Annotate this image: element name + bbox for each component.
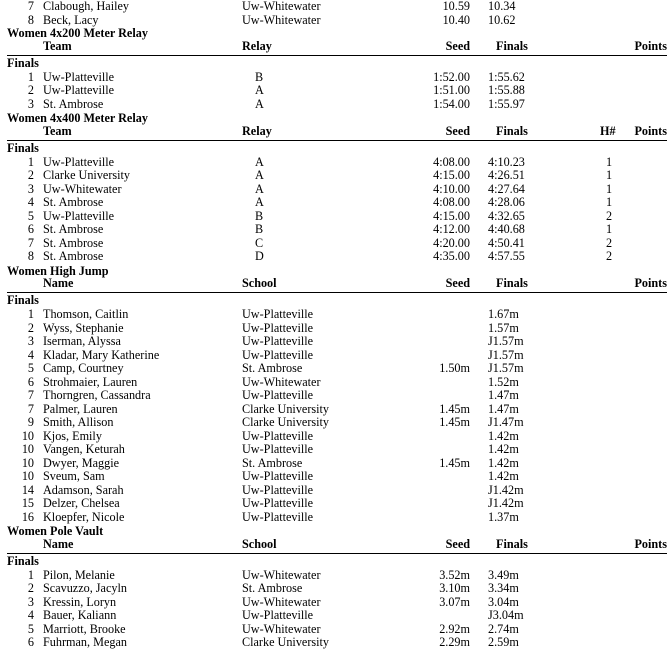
result-row xyxy=(0,388,671,402)
header-finals: Finals xyxy=(496,276,528,290)
school-name: Clarke University xyxy=(242,401,329,416)
place: 8 xyxy=(27,249,34,263)
school-name: Uw-Whitewater xyxy=(242,0,321,13)
athlete-name: Pilon, Melanie xyxy=(43,567,115,582)
seed-mark: 3.07m xyxy=(439,594,470,609)
seed-mark: 1:54.00 xyxy=(433,96,470,111)
header-team: Team xyxy=(43,38,72,53)
place: 6 xyxy=(27,222,34,236)
result-row xyxy=(0,402,671,416)
final-mark: 4:10.23 xyxy=(488,154,525,169)
place: 10 xyxy=(21,428,34,443)
header-name: Name xyxy=(43,276,74,290)
result-row xyxy=(0,608,671,622)
place: 7 xyxy=(27,401,34,416)
team-name: Uw-Platteville xyxy=(43,208,115,223)
header-points: Points xyxy=(634,123,667,138)
place: 3 xyxy=(27,594,34,609)
result-row xyxy=(0,182,671,196)
result-row xyxy=(0,168,671,182)
final-mark: 1.42m xyxy=(488,428,519,443)
header-seed: Seed xyxy=(445,536,470,551)
final-mark: 4:50.41 xyxy=(488,235,525,250)
final-mark: 4:27.64 xyxy=(488,181,525,196)
heat-number: 2 xyxy=(606,208,613,223)
school-name: Uw-Platteville xyxy=(242,482,314,497)
place: 6 xyxy=(27,635,34,649)
athlete-name: Iserman, Alyssa xyxy=(43,334,121,348)
final-mark: 4:40.68 xyxy=(488,222,525,236)
place: 10 xyxy=(21,442,34,456)
event-title-text: Women Pole Vault xyxy=(7,524,104,538)
place: 2 xyxy=(27,168,34,182)
school-name: Uw-Platteville xyxy=(242,469,314,483)
result-row xyxy=(0,581,671,595)
seed-mark: 3.10m xyxy=(439,581,470,595)
school-name: St. Ambrose xyxy=(242,455,303,470)
seed-mark: 4:35.00 xyxy=(433,249,470,263)
result-row xyxy=(0,83,671,97)
section-label-text: Finals xyxy=(7,293,39,307)
final-mark: 1.37m xyxy=(488,509,519,524)
team-name: St. Ambrose xyxy=(43,222,104,236)
header-finals: Finals xyxy=(496,38,528,53)
result-row xyxy=(0,236,671,250)
place: 2 xyxy=(27,320,34,335)
team-name: Uw-Whitewater xyxy=(43,181,122,196)
result-row xyxy=(0,568,671,582)
school-name: Uw-Platteville xyxy=(242,307,314,321)
relay-letter: A xyxy=(255,83,264,97)
result-row xyxy=(0,456,671,470)
final-mark: 4:32.65 xyxy=(488,208,525,223)
athlete-name: Scavuzzo, Jacyln xyxy=(43,581,127,595)
seed-mark: 1.45m xyxy=(439,455,470,470)
school-name: Uw-Platteville xyxy=(242,496,314,510)
seed-mark: 1.45m xyxy=(439,401,470,416)
result-row xyxy=(0,209,671,223)
place: 14 xyxy=(21,482,34,497)
result-row xyxy=(0,13,671,27)
seed-mark: 2.92m xyxy=(439,621,470,636)
athlete-name: Palmer, Lauren xyxy=(43,401,118,416)
school-name: Uw-Platteville xyxy=(242,608,314,622)
place: 1 xyxy=(27,567,34,582)
relay-letter: B xyxy=(255,222,264,236)
place: 16 xyxy=(21,509,34,524)
place: 5 xyxy=(27,621,34,636)
final-mark: 4:57.55 xyxy=(488,249,525,263)
header-heat: H# xyxy=(600,123,616,138)
seed-mark: 1:52.00 xyxy=(433,69,470,84)
team-name: St. Ambrose xyxy=(43,195,104,209)
place: 3 xyxy=(27,181,34,196)
relay-letter: A xyxy=(255,154,264,169)
athlete-name: Delzer, Chelsea xyxy=(43,496,120,510)
team-name: St. Ambrose xyxy=(43,235,104,250)
relay-letter: A xyxy=(255,181,264,196)
result-row xyxy=(0,635,671,649)
place: 4 xyxy=(27,195,34,209)
place: 4 xyxy=(27,608,34,622)
result-row xyxy=(0,375,671,389)
header-finals: Finals xyxy=(496,123,528,138)
final-mark: 10.62 xyxy=(488,12,516,27)
result-row xyxy=(0,469,671,483)
athlete-name: Kloepfer, Nicole xyxy=(43,509,125,524)
team-name: Clarke University xyxy=(43,168,130,182)
result-row xyxy=(0,442,671,456)
place: 8 xyxy=(27,12,34,27)
athlete-name: Clabough, Hailey xyxy=(43,0,129,13)
result-row xyxy=(0,0,671,13)
place: 15 xyxy=(21,496,34,510)
column-header xyxy=(0,124,671,138)
result-row xyxy=(0,415,671,429)
result-row xyxy=(0,222,671,236)
relay-letter: B xyxy=(255,69,264,84)
seed-mark: 1.50m xyxy=(439,361,470,375)
athlete-name: Marriott, Brooke xyxy=(43,621,126,636)
school-name: Uw-Platteville xyxy=(242,388,314,402)
relay-letter: A xyxy=(255,96,264,111)
place: 2 xyxy=(27,581,34,595)
school-name: Uw-Platteville xyxy=(242,320,314,335)
result-row xyxy=(0,195,671,209)
school-name: Uw-Platteville xyxy=(242,509,314,524)
final-mark: J1.42m xyxy=(488,496,524,510)
place: 1 xyxy=(27,154,34,169)
athlete-name: Thorngren, Cassandra xyxy=(43,388,151,402)
final-mark: 1.67m xyxy=(488,307,519,321)
result-row xyxy=(0,155,671,169)
result-row xyxy=(0,496,671,510)
header-points: Points xyxy=(634,536,667,551)
seed-mark: 4:15.00 xyxy=(433,168,470,182)
final-mark: 1.42m xyxy=(488,442,519,456)
place: 3 xyxy=(27,96,34,111)
school-name: Uw-Whitewater xyxy=(242,374,321,389)
header-seed: Seed xyxy=(445,38,470,53)
final-mark: 1.57m xyxy=(488,320,519,335)
seed-mark: 3.52m xyxy=(439,567,470,582)
place: 2 xyxy=(27,83,34,97)
final-mark: 3.49m xyxy=(488,567,519,582)
place: 9 xyxy=(27,415,34,429)
seed-mark: 4:12.00 xyxy=(433,222,470,236)
final-mark: 4:26.51 xyxy=(488,168,525,182)
column-header xyxy=(0,537,671,551)
final-mark: 1.52m xyxy=(488,374,519,389)
seed-mark: 4:10.00 xyxy=(433,181,470,196)
school-name: Uw-Whitewater xyxy=(242,621,321,636)
athlete-name: Kladar, Mary Katherine xyxy=(43,347,160,362)
column-header xyxy=(0,276,671,290)
heat-number: 1 xyxy=(606,181,613,196)
athlete-name: Camp, Courtney xyxy=(43,361,124,375)
relay-letter: D xyxy=(255,249,264,263)
result-row xyxy=(0,483,671,497)
athlete-name: Thomson, Caitlin xyxy=(43,307,129,321)
final-mark: J1.57m xyxy=(488,334,524,348)
section-label xyxy=(0,293,671,307)
final-mark: J1.57m xyxy=(488,361,524,375)
school-name: Uw-Platteville xyxy=(242,442,314,456)
relay-letter: A xyxy=(255,168,264,182)
result-row xyxy=(0,510,671,524)
seed-mark: 4:08.00 xyxy=(433,154,470,169)
final-mark: 1:55.88 xyxy=(488,83,525,97)
header-points: Points xyxy=(634,38,667,53)
school-name: Uw-Platteville xyxy=(242,334,314,348)
result-row xyxy=(0,348,671,362)
heat-number: 1 xyxy=(606,195,613,209)
header-school: School xyxy=(242,536,277,551)
school-name: St. Ambrose xyxy=(242,361,303,375)
seed-mark: 4:08.00 xyxy=(433,195,470,209)
place: 1 xyxy=(27,69,34,84)
team-name: Uw-Platteville xyxy=(43,83,115,97)
relay-letter: B xyxy=(255,208,264,223)
section-label xyxy=(0,554,671,568)
heat-number: 1 xyxy=(606,222,613,236)
final-mark: 1:55.62 xyxy=(488,69,525,84)
final-mark: J1.57m xyxy=(488,347,524,362)
result-row xyxy=(0,334,671,348)
seed-mark: 10.40 xyxy=(442,12,470,27)
result-row xyxy=(0,70,671,84)
school-name: Uw-Platteville xyxy=(242,428,314,443)
athlete-name: Smith, Allison xyxy=(43,415,114,429)
place: 10 xyxy=(21,469,34,483)
seed-mark: 4:20.00 xyxy=(433,235,470,250)
result-row xyxy=(0,361,671,375)
header-seed: Seed xyxy=(445,276,470,290)
athlete-name: Bauer, Kaliann xyxy=(43,608,117,622)
final-mark: 3.34m xyxy=(488,581,519,595)
final-mark: 3.04m xyxy=(488,594,519,609)
header-team: Team xyxy=(43,123,72,138)
heat-number: 2 xyxy=(606,235,613,250)
heat-number: 2 xyxy=(606,249,613,263)
school-name: St. Ambrose xyxy=(242,581,303,595)
team-name: Uw-Platteville xyxy=(43,69,115,84)
seed-mark: 2.29m xyxy=(439,635,470,649)
athlete-name: Fuhrman, Megan xyxy=(43,635,127,649)
athlete-name: Strohmaier, Lauren xyxy=(43,374,138,389)
athlete-name: Vangen, Keturah xyxy=(43,442,125,456)
header-seed: Seed xyxy=(445,123,470,138)
result-row xyxy=(0,321,671,335)
place: 10 xyxy=(21,455,34,470)
place: 6 xyxy=(27,374,34,389)
place: 1 xyxy=(27,307,34,321)
header-relay: Relay xyxy=(242,123,272,138)
result-row xyxy=(0,307,671,321)
final-mark: 1.42m xyxy=(488,469,519,483)
section-label-text: Finals xyxy=(7,140,39,155)
athlete-name: Adamson, Sarah xyxy=(43,482,124,497)
final-mark: 1.42m xyxy=(488,455,519,470)
section-label xyxy=(0,56,671,70)
section-label-text: Finals xyxy=(7,553,39,568)
school-name: Uw-Whitewater xyxy=(242,12,321,27)
team-name: Uw-Platteville xyxy=(43,154,115,169)
relay-letter: A xyxy=(255,195,264,209)
header-points: Points xyxy=(634,276,667,290)
seed-mark: 1.45m xyxy=(439,415,470,429)
final-mark: 2.59m xyxy=(488,635,519,649)
section-label-text: Finals xyxy=(7,55,39,70)
result-row xyxy=(0,429,671,443)
heat-number: 1 xyxy=(606,168,613,182)
relay-letter: C xyxy=(255,235,264,250)
athlete-name: Beck, Lacy xyxy=(43,12,99,27)
final-mark: 4:28.06 xyxy=(488,195,525,209)
school-name: Uw-Platteville xyxy=(242,347,314,362)
school-name: Clarke University xyxy=(242,635,329,649)
section-label xyxy=(0,141,671,155)
athlete-name: Kressin, Loryn xyxy=(43,594,117,609)
seed-mark: 4:15.00 xyxy=(433,208,470,223)
place: 5 xyxy=(27,361,34,375)
heat-number: 1 xyxy=(606,154,613,169)
team-name: St. Ambrose xyxy=(43,96,104,111)
column-header xyxy=(0,39,671,53)
header-finals: Finals xyxy=(496,536,528,551)
final-mark: 1.47m xyxy=(488,401,519,416)
athlete-name: Wyss, Stephanie xyxy=(43,320,124,335)
school-name: Uw-Whitewater xyxy=(242,594,321,609)
final-mark: 2.74m xyxy=(488,621,519,636)
place: 4 xyxy=(27,347,34,362)
team-name: St. Ambrose xyxy=(43,249,104,263)
school-name: Clarke University xyxy=(242,415,329,429)
final-mark: 1.47m xyxy=(488,388,519,402)
final-mark: 1:55.97 xyxy=(488,96,525,111)
final-mark: J1.42m xyxy=(488,482,524,497)
event-title-text: Women 4x400 Meter Relay xyxy=(7,111,148,125)
result-row xyxy=(0,97,671,111)
place: 7 xyxy=(27,235,34,250)
seed-mark: 10.59 xyxy=(442,0,470,13)
athlete-name: Kjos, Emily xyxy=(43,428,102,443)
place: 5 xyxy=(27,208,34,223)
athlete-name: Sveum, Sam xyxy=(43,469,105,483)
school-name: Uw-Whitewater xyxy=(242,567,321,582)
result-row xyxy=(0,622,671,636)
place: 3 xyxy=(27,334,34,348)
event-title-text: Women 4x200 Meter Relay xyxy=(7,26,148,40)
header-name: Name xyxy=(43,536,74,551)
header-school: School xyxy=(242,276,277,290)
result-row xyxy=(0,595,671,609)
header-relay: Relay xyxy=(242,38,272,53)
place: 7 xyxy=(27,0,34,13)
athlete-name: Dwyer, Maggie xyxy=(43,455,119,470)
seed-mark: 1:51.00 xyxy=(433,83,470,97)
final-mark: 10.34 xyxy=(488,0,516,13)
result-row xyxy=(0,249,671,263)
final-mark: J3.04m xyxy=(488,608,524,622)
place: 7 xyxy=(27,388,34,402)
event-title-text: Women High Jump xyxy=(7,263,109,278)
final-mark: J1.47m xyxy=(488,415,524,429)
